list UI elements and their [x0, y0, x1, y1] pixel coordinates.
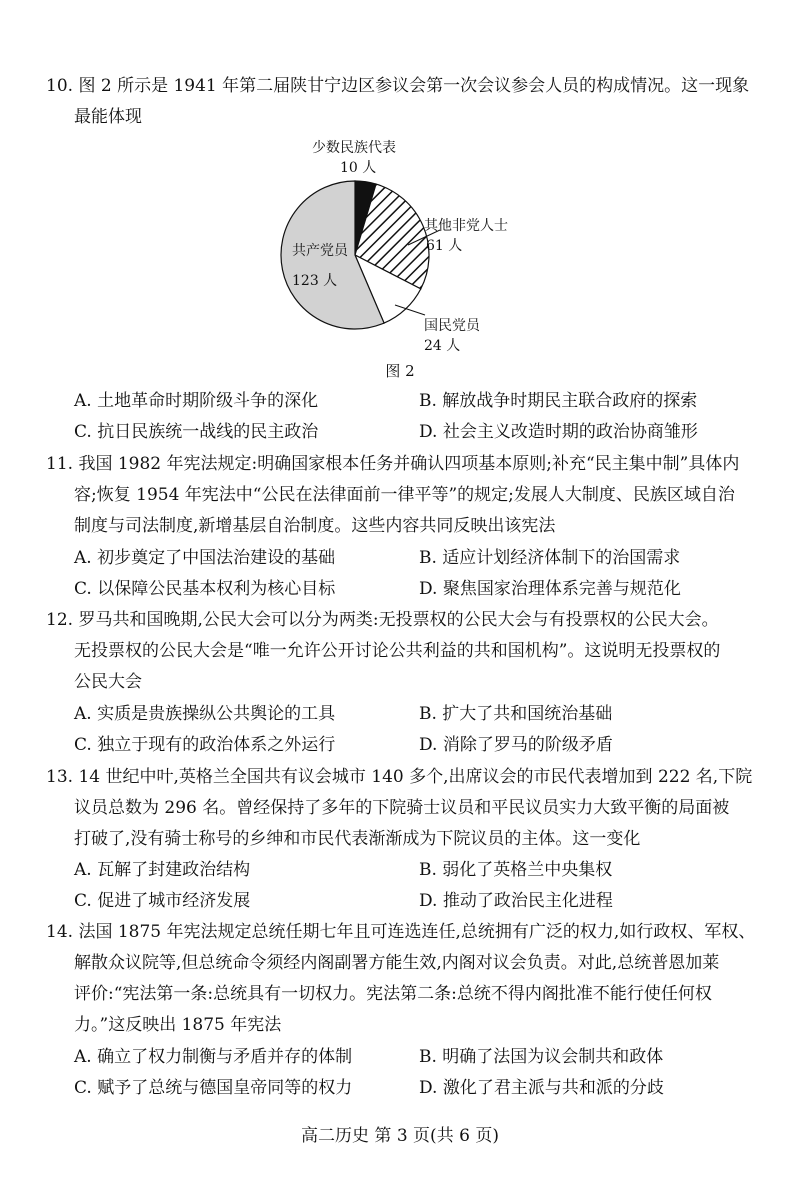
question-14-stem-line-2: 解散众议院等,但总统命令须经内阁副署方能生效,内阁对议会负责。对此,总统普恩加莱	[74, 953, 720, 973]
question-14-stem-line-3: 评价:“宪法第一条:总统具有一切权力。宪法第二条:总统不得内阁批准不能行使任何权	[74, 984, 712, 1004]
question-11-stem-line-3: 制度与司法制度,新增基层自治制度。这些内容共同反映出该宪法	[74, 516, 556, 536]
question-13-stem-line-1: 13. 14 世纪中叶,英格兰全国共有议会城市 140 多个,出席议会的市民代表增加到 222 名,下院	[46, 767, 753, 787]
question-12-stem-line-2: 无投票权的公民大会是“唯一允许公开讨论公共利益的共和国机构”。这说明无投票权的	[74, 641, 721, 661]
question-12-options	[74, 699, 764, 761]
question-13	[46, 762, 766, 855]
question-12-stem-line-1: 12. 罗马共和国晚期,公民大会可以分为两类:无投票权的公民大会与有投票权的公民大会。	[46, 610, 719, 630]
option-b: B. 弱化了英格兰中央集权	[419, 860, 613, 880]
option-d: D. 消除了罗马的阶级矛盾	[419, 735, 613, 755]
question-13-stem-line-2: 议员总数为 296 名。曾经保持了多年的下院骑士议员和平民议员实力大致平衡的局面被	[74, 798, 730, 818]
question-10-options	[74, 386, 764, 448]
question-13-options	[74, 855, 764, 917]
question-12-stem-line-3: 公民大会	[74, 672, 142, 692]
pie-chart	[0, 130, 800, 360]
question-11-stem-line-1: 11. 我国 1982 年宪法规定:明确国家根本任务并确认四项基本原则;补充“民主集中制”具体内	[46, 454, 740, 474]
option-a: A. 实质是贵族操纵公共舆论的工具	[74, 704, 336, 724]
figure-2	[0, 130, 800, 380]
question-14-stem-line-4: 力。”这反映出 1875 年宪法	[74, 1015, 282, 1035]
option-c: C. 以保障公民基本权利为核心目标	[74, 579, 336, 599]
question-11-options	[74, 543, 764, 605]
option-c: C. 促进了城市经济发展	[74, 891, 251, 911]
option-b: B. 明确了法国为议会制共和政体	[419, 1047, 664, 1067]
question-10-stem-line-1: 10. 图 2 所示是 1941 年第二届陕甘宁边区参议会第一次会议参会人员的构成情况。这一现象	[46, 76, 750, 96]
option-c: C. 抗日民族统一战线的民主政治	[74, 422, 319, 442]
question-11	[46, 449, 766, 542]
option-a: A. 瓦解了封建政治结构	[74, 860, 251, 880]
option-d: D. 聚焦国家治理体系完善与规范化	[419, 579, 681, 599]
question-14-stem-line-1: 14. 法国 1875 年宪法规定总统任期七年且可连选连任,总统拥有广泛的权力,如行政权、军权、	[46, 922, 756, 942]
option-d: D. 激化了君主派与共和派的分歧	[419, 1078, 664, 1098]
value-other: 61 人	[426, 238, 463, 254]
label-other: 其他非党人士	[424, 218, 508, 234]
option-a: A. 土地革命时期阶级斗争的深化	[74, 391, 319, 411]
page-footer: 高二历史 第 3 页(共 6 页)	[301, 1126, 499, 1146]
option-a: A. 确立了权力制衡与矛盾并存的体制	[74, 1047, 353, 1067]
option-c: C. 独立于现有的政治体系之外运行	[74, 735, 336, 755]
question-13-stem-line-3: 打破了,没有骑士称号的乡绅和市民代表渐渐成为下院议员的主体。这一变化	[74, 829, 641, 849]
option-d: D. 社会主义改造时期的政治协商雏形	[419, 422, 698, 442]
option-a: A. 初步奠定了中国法治建设的基础	[74, 548, 336, 568]
option-b: B. 扩大了共和国统治基础	[419, 704, 613, 724]
question-10	[46, 71, 766, 133]
question-10-stem-line-2: 最能体现	[74, 107, 142, 127]
question-14-options	[74, 1042, 764, 1104]
option-b: B. 解放战争时期民主联合政府的探索	[419, 391, 698, 411]
question-12	[46, 605, 766, 698]
value-kmt: 24 人	[424, 338, 461, 354]
label-cpc: 共产党员	[292, 243, 348, 259]
label-kmt: 国民党员	[424, 318, 480, 334]
label-minority: 少数民族代表	[312, 140, 396, 156]
option-b: B. 适应计划经济体制下的治国需求	[419, 548, 681, 568]
option-c: C. 赋予了总统与德国皇帝同等的权力	[74, 1078, 353, 1098]
question-11-stem-line-2: 容;恢复 1954 年宪法中“公民在法律面前一律平等”的规定;发展人大制度、民族区域自治	[74, 485, 735, 505]
question-14	[46, 917, 766, 1041]
option-d: D. 推动了政治民主化进程	[419, 891, 613, 911]
figure-caption: 图 2	[385, 362, 415, 380]
value-minority: 10 人	[340, 160, 377, 176]
value-cpc: 123 人	[292, 273, 338, 289]
